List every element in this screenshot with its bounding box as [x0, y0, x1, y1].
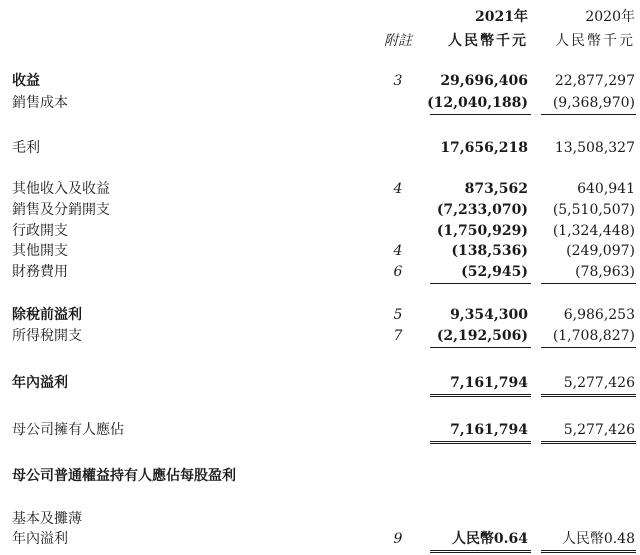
underline-2021 — [430, 347, 531, 348]
double-underline-2020 — [541, 394, 636, 397]
row-label-selling-expenses: 銷售及分銷開支 — [12, 202, 110, 218]
row-2021-cost-of-sales: (12,040,188) — [427, 95, 528, 111]
row-2020-selling-expenses: (5,510,507) — [552, 202, 635, 218]
underline-2020 — [541, 347, 636, 348]
row-2021-gross-profit: 17,656,218 — [440, 140, 528, 156]
row-label-eps-profit-for-year: 年內溢利 — [12, 531, 68, 547]
double-underline-2021 — [430, 441, 531, 444]
header-note-label: 附註 — [384, 33, 412, 49]
row-2021-finance-costs: (52,945) — [461, 264, 528, 280]
row-label-finance-costs: 財務費用 — [12, 264, 68, 280]
underline-2021 — [430, 283, 531, 284]
row-label-gross-profit: 毛利 — [12, 140, 40, 156]
double-underline-2021 — [430, 394, 531, 397]
row-2021-eps: 人民幣0.64 — [451, 531, 528, 547]
double-underline-2020 — [541, 441, 636, 444]
row-label-basic-diluted: 基本及攤薄 — [12, 511, 82, 527]
row-2020-profit-before-tax: 6,986,253 — [563, 307, 635, 323]
row-note-revenue: 3 — [393, 73, 403, 89]
double-underline-2020 — [541, 550, 636, 553]
row-2021-selling-expenses: (7,233,070) — [436, 202, 528, 218]
row-label-profit-for-year: 年內溢利 — [12, 375, 68, 391]
row-2020-profit-for-year: 5,277,426 — [563, 375, 635, 391]
eps-heading: 母公司普通權益持有人應佔每股盈利 — [12, 468, 236, 484]
row-2021-profit-for-year: 7,161,794 — [450, 375, 528, 391]
row-2020-other-expenses: (249,097) — [566, 243, 635, 259]
double-underline-2021 — [430, 550, 531, 553]
underline-2020 — [541, 114, 636, 115]
row-2020-gross-profit: 13,508,327 — [554, 140, 635, 156]
row-2021-attributable-to-owners: 7,161,794 — [450, 422, 528, 438]
row-2021-income-tax: (2,192,506) — [436, 328, 528, 344]
row-2020-attributable-to-owners: 5,277,426 — [563, 422, 635, 438]
row-2020-admin-expenses: (1,324,448) — [552, 223, 635, 239]
row-2020-income-tax: (1,708,827) — [552, 328, 635, 344]
header-currency-2021: 人民幣千元 — [448, 33, 528, 49]
row-label-revenue: 收益 — [12, 73, 40, 89]
row-label-other-income: 其他收入及收益 — [12, 181, 110, 197]
underline-2020 — [541, 283, 636, 284]
row-label-admin-expenses: 行政開支 — [12, 223, 68, 239]
row-label-income-tax: 所得稅開支 — [12, 328, 82, 344]
header-currency-2020: 人民幣千元 — [555, 33, 635, 49]
row-2021-other-expenses: (138,536) — [451, 243, 528, 259]
row-2021-admin-expenses: (1,750,929) — [436, 223, 528, 239]
row-2020-finance-costs: (78,963) — [575, 264, 635, 280]
row-note-profit-before-tax: 5 — [393, 307, 403, 323]
row-2020-eps: 人民幣0.48 — [561, 531, 635, 547]
row-label-profit-before-tax: 除稅前溢利 — [12, 307, 82, 323]
row-note-finance-costs: 6 — [393, 264, 403, 280]
row-note-other-income: 4 — [393, 181, 403, 197]
row-2021-other-income: 873,562 — [464, 181, 528, 197]
row-note-income-tax: 7 — [393, 328, 403, 344]
row-2021-profit-before-tax: 9,354,300 — [450, 307, 528, 323]
row-label-attributable-to-owners: 母公司擁有人應佔 — [12, 422, 124, 438]
row-label-other-expenses: 其他開支 — [12, 243, 68, 259]
row-2021-revenue: 29,696,406 — [440, 73, 528, 89]
row-note-eps: 9 — [393, 531, 403, 547]
underline-2021 — [430, 114, 531, 115]
header-year-2021: 2021年 — [475, 9, 528, 25]
header-year-2020: 2020年 — [585, 9, 635, 25]
row-2020-revenue: 22,877,297 — [554, 73, 635, 89]
row-2020-other-income: 640,941 — [577, 181, 635, 197]
row-label-cost-of-sales: 銷售成本 — [12, 95, 68, 111]
row-2020-cost-of-sales: (9,368,970) — [552, 95, 635, 111]
row-note-other-expenses: 4 — [393, 243, 403, 259]
